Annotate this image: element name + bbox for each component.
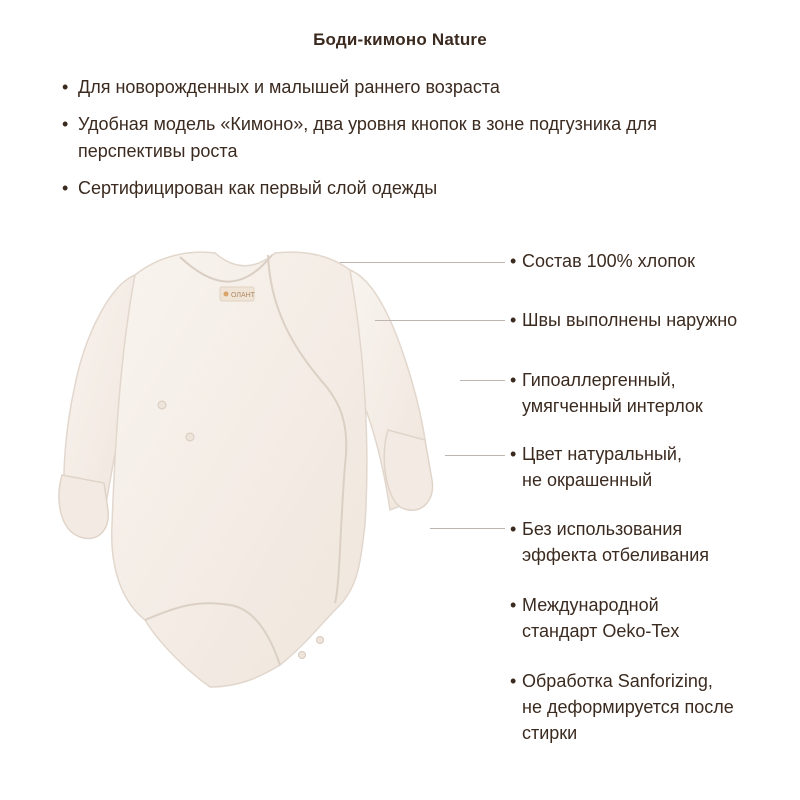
feature-item [510, 307, 737, 333]
feature-item [510, 516, 709, 568]
product-title: Боди-кимоно Nature [313, 30, 487, 49]
bullet-item [62, 74, 782, 101]
feature-item [510, 592, 679, 644]
bullet-list [62, 74, 782, 212]
bullet-dot: • [510, 671, 517, 691]
bullet-text: Для новорожденных и малышей раннего возраста [78, 77, 500, 97]
feature-item [510, 668, 734, 746]
feature-text-continued: не окрашенный [522, 470, 653, 490]
brand-label-text: ОЛАНТ [231, 292, 255, 299]
kimono-bodysuit-image [40, 225, 460, 725]
bullet-dot: • [510, 444, 517, 464]
feature-text: Состав 100% хлопок [522, 251, 696, 271]
connector-line [340, 262, 505, 263]
connector-line [460, 380, 505, 381]
feature-text: Международной [522, 595, 659, 615]
bullet-dot: • [510, 595, 517, 615]
connector-line [430, 528, 505, 529]
bullet-dot: • [510, 519, 517, 539]
connector-line [445, 455, 505, 456]
feature-text: Обработка Sanforizing, [522, 671, 713, 691]
feature-item [510, 441, 682, 493]
feature-text: Швы выполнены наружно [522, 310, 738, 330]
feature-text: Без использования [522, 519, 683, 539]
bullet-dot: • [510, 310, 517, 330]
feature-text-continued: умягченный интерлок [522, 396, 703, 416]
feature-item [510, 248, 695, 274]
feature-item [510, 367, 703, 419]
feature-text-continued: эффекта отбеливания [522, 545, 709, 565]
feature-text-continued: не деформируется после [522, 697, 734, 717]
feature-text-continued: стандарт Oeko-Tex [522, 621, 680, 641]
bullet-dot: • [510, 370, 517, 390]
connector-line [375, 320, 505, 321]
bullet-item [62, 111, 782, 165]
bullet-item [62, 175, 782, 202]
feature-text: Цвет натуральный, [522, 444, 682, 464]
bullet-dot: • [510, 251, 517, 271]
bullet-text: Сертифицирован как первый слой одежды [78, 178, 438, 198]
bullet-text: Удобная модель «Кимоно», два уровня кнопок в зоне подгузника для [78, 114, 657, 134]
feature-text-continued: стирки [522, 723, 578, 743]
feature-text: Гипоаллергенный, [522, 370, 676, 390]
bullet-text-continued: перспективы роста [78, 141, 238, 161]
